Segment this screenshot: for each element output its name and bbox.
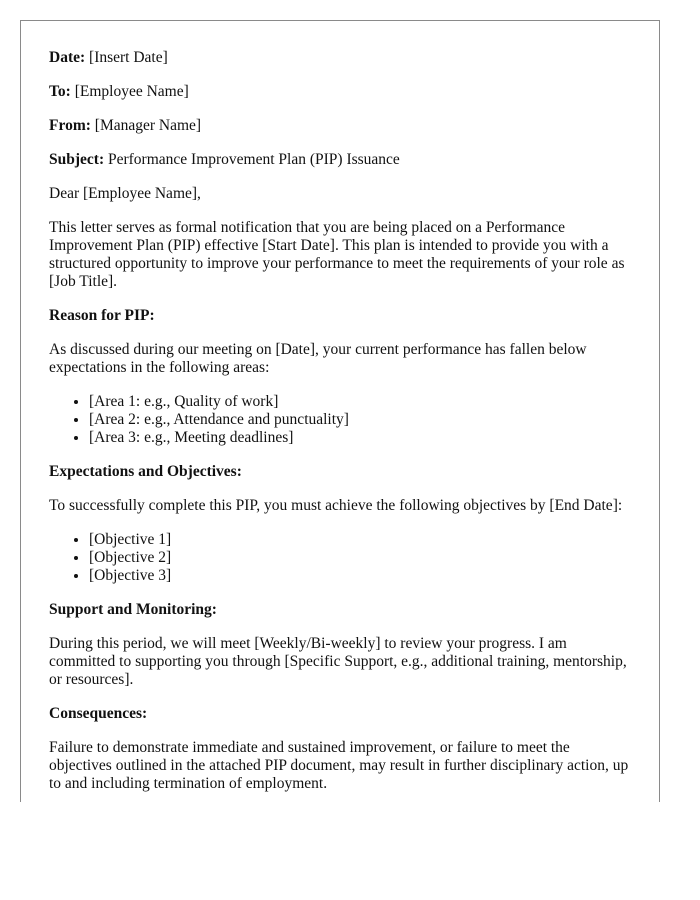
reason-item: • [Area 3: e.g., Meeting deadlines] xyxy=(89,429,631,447)
support-paragraph: During this period, we will meet [Weekly/Bi-weekly] to review your progress. I am committed to supporting you through [Specific Support, e.g., additional training, mentorship, or resources]. xyxy=(49,635,627,688)
to-label: To: xyxy=(49,83,71,100)
to-value: [Employee Name] xyxy=(74,83,189,100)
objectives-list xyxy=(49,531,631,585)
reason-list xyxy=(49,393,631,447)
objective-item: • [Objective 1] xyxy=(89,531,631,549)
subject-value: Performance Improvement Plan (PIP) Issuance xyxy=(107,151,400,168)
to-line xyxy=(49,83,631,101)
reason-item: • [Area 1: e.g., Quality of work] xyxy=(89,393,631,411)
consequences-heading: Consequences: xyxy=(49,705,148,722)
support-heading: Support and Monitoring: xyxy=(49,601,217,618)
subject-line xyxy=(49,151,631,169)
from-line xyxy=(49,117,631,135)
letter-page xyxy=(20,20,660,802)
subject-label: Subject: xyxy=(49,151,105,168)
salutation: Dear [Employee Name], xyxy=(49,185,201,202)
consequences-paragraph: Failure to demonstrate immediate and sustained improvement, or failure to meet the objectives outlined in the attached PIP document, may result in further disciplinary action, up to and including termination of employment. xyxy=(49,739,629,792)
from-label: From: xyxy=(49,117,91,134)
date-label: Date: xyxy=(49,49,86,66)
expectations-heading: Expectations and Objectives: xyxy=(49,463,242,480)
letter-content xyxy=(21,21,659,793)
intro-paragraph: This letter serves as formal notification that you are being placed on a Performance Improvement Plan (PIP) effective [Start Date]. This plan is intended to provide you with a structured opportunity to improve your performance to meet the requirements of your role as [Job Title]. xyxy=(49,219,625,290)
expectations-paragraph: To successfully complete this PIP, you must achieve the following objectives by [End Date]: xyxy=(49,497,623,514)
date-value: [Insert Date] xyxy=(89,49,168,66)
objective-item: • [Objective 3] xyxy=(89,567,631,585)
reason-item: • [Area 2: e.g., Attendance and punctuality] xyxy=(89,411,631,429)
date-line xyxy=(49,49,631,67)
objective-item: • [Objective 2] xyxy=(89,549,631,567)
reason-paragraph: As discussed during our meeting on [Date], your current performance has fallen below expectations in the following areas: xyxy=(49,341,587,376)
reason-heading: Reason for PIP: xyxy=(49,307,155,324)
from-value: [Manager Name] xyxy=(94,117,202,134)
